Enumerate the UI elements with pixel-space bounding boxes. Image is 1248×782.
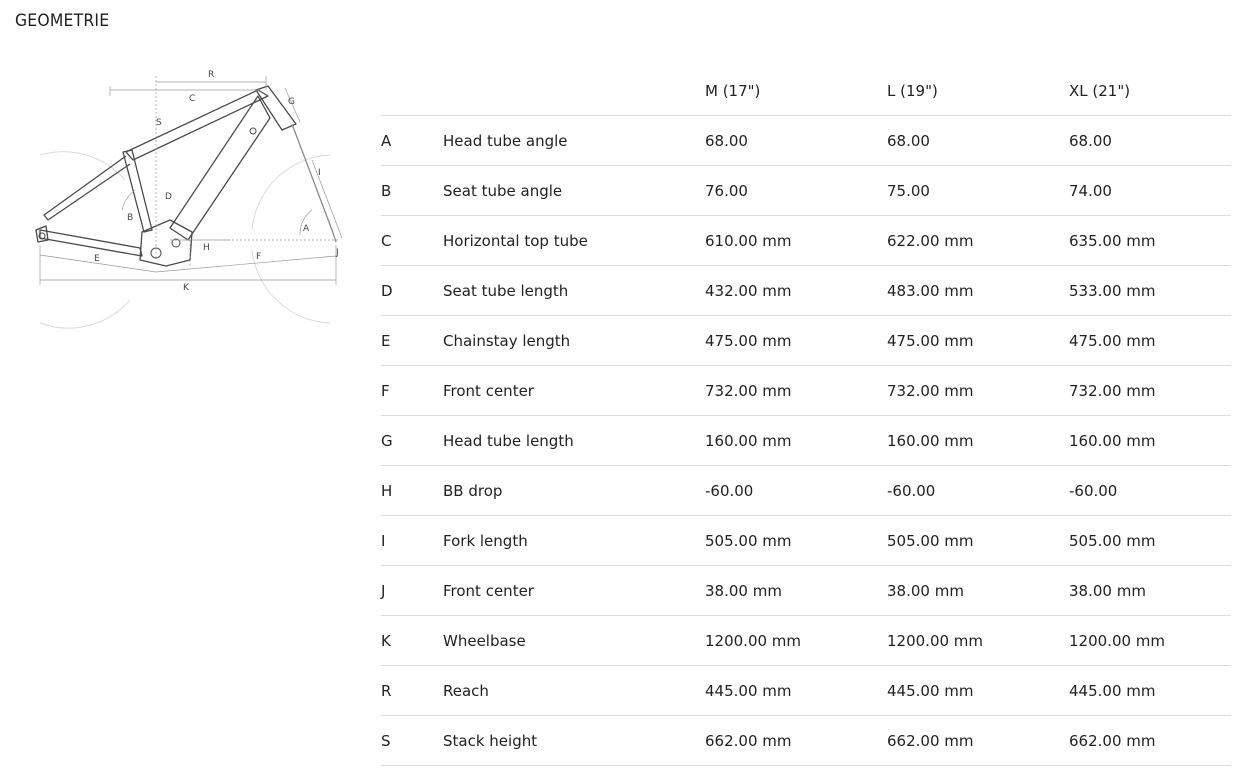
row-value-xl: 74.00: [1069, 166, 1231, 216]
row-value-m: 505.00 mm: [705, 516, 887, 566]
row-name: Seat tube angle: [443, 166, 705, 216]
table-row: [381, 666, 1231, 716]
table-row: [381, 616, 1231, 666]
table-row: [381, 266, 1231, 316]
row-value-xl: 475.00 mm: [1069, 316, 1231, 366]
diagram-label: C: [189, 94, 196, 104]
row-value-m: 38.00 mm: [705, 566, 887, 616]
row-letter: R: [381, 666, 443, 716]
row-name: Front center: [443, 566, 705, 616]
table-row: [381, 166, 1231, 216]
row-value-l: 445.00 mm: [887, 666, 1069, 716]
diagram-label: B: [127, 213, 134, 223]
table-row: [381, 716, 1231, 766]
row-value-xl: 38.00 mm: [1069, 566, 1231, 616]
header-size-m: M (17"): [705, 65, 887, 116]
table-row: [381, 366, 1231, 416]
row-name: Head tube angle: [443, 116, 705, 166]
front-wheel-outline: [252, 155, 330, 323]
row-value-xl: 1200.00 mm: [1069, 616, 1231, 666]
diagram-label: I: [318, 168, 321, 178]
row-value-xl: -60.00: [1069, 466, 1231, 516]
row-value-m: 732.00 mm: [705, 366, 887, 416]
row-value-l: 1200.00 mm: [887, 616, 1069, 666]
diagram-label: R: [208, 70, 215, 80]
row-letter: G: [381, 416, 443, 466]
page-title: GEOMETRIE: [15, 11, 110, 31]
row-letter: F: [381, 366, 443, 416]
row-value-xl: 505.00 mm: [1069, 516, 1231, 566]
row-value-l: 505.00 mm: [887, 516, 1069, 566]
row-name: Reach: [443, 666, 705, 716]
diagram-label: H: [203, 243, 210, 253]
row-letter: I: [381, 516, 443, 566]
diagram-label: E: [94, 254, 100, 264]
row-value-m: 610.00 mm: [705, 216, 887, 266]
header-size-l: L (19"): [887, 65, 1069, 116]
row-letter: D: [381, 266, 443, 316]
bike-frame: [36, 86, 336, 266]
row-value-xl: 732.00 mm: [1069, 366, 1231, 416]
table-row: [381, 516, 1231, 566]
row-value-m: -60.00: [705, 466, 887, 516]
row-value-m: 445.00 mm: [705, 666, 887, 716]
row-value-m: 68.00: [705, 116, 887, 166]
diagram-label: J: [336, 248, 339, 258]
row-value-l: 75.00: [887, 166, 1069, 216]
row-value-xl: 445.00 mm: [1069, 666, 1231, 716]
header-size-xl: XL (21"): [1069, 65, 1231, 116]
row-name: Chainstay length: [443, 316, 705, 366]
row-letter: S: [381, 716, 443, 766]
row-name: Head tube length: [443, 416, 705, 466]
table-row: [381, 216, 1231, 266]
geometry-table: [381, 65, 1231, 766]
row-value-l: 622.00 mm: [887, 216, 1069, 266]
header-letter: [381, 65, 443, 116]
row-value-l: 732.00 mm: [887, 366, 1069, 416]
row-value-l: 160.00 mm: [887, 416, 1069, 466]
row-value-l: 662.00 mm: [887, 716, 1069, 766]
row-name: BB drop: [443, 466, 705, 516]
row-name: Horizontal top tube: [443, 216, 705, 266]
diagram-label: G: [288, 97, 295, 107]
row-letter: H: [381, 466, 443, 516]
diagram-label: S: [156, 118, 162, 128]
table-row: [381, 416, 1231, 466]
row-value-m: 475.00 mm: [705, 316, 887, 366]
header-name: [443, 65, 705, 116]
diagram-label: D: [165, 192, 172, 202]
row-name: Stack height: [443, 716, 705, 766]
table-row: [381, 116, 1231, 166]
row-name: Wheelbase: [443, 616, 705, 666]
row-value-l: 68.00: [887, 116, 1069, 166]
row-value-l: 483.00 mm: [887, 266, 1069, 316]
diagram-label: A: [303, 224, 310, 234]
row-value-l: 475.00 mm: [887, 316, 1069, 366]
table-row: [381, 466, 1231, 516]
row-letter: E: [381, 316, 443, 366]
bike-geometry-diagram: [30, 60, 360, 330]
row-value-m: 76.00: [705, 166, 887, 216]
row-value-l: -60.00: [887, 466, 1069, 516]
table-row: [381, 316, 1231, 366]
row-value-xl: 662.00 mm: [1069, 716, 1231, 766]
table-row: [381, 566, 1231, 616]
row-name: Fork length: [443, 516, 705, 566]
row-value-xl: 635.00 mm: [1069, 216, 1231, 266]
row-name: Seat tube length: [443, 266, 705, 316]
row-letter: J: [381, 566, 443, 616]
row-value-m: 432.00 mm: [705, 266, 887, 316]
row-value-xl: 160.00 mm: [1069, 416, 1231, 466]
row-value-m: 662.00 mm: [705, 716, 887, 766]
row-letter: B: [381, 166, 443, 216]
row-value-xl: 533.00 mm: [1069, 266, 1231, 316]
table-header-row: [381, 65, 1231, 116]
row-name: Front center: [443, 366, 705, 416]
row-value-m: 1200.00 mm: [705, 616, 887, 666]
diagram-label: K: [183, 283, 189, 293]
row-letter: K: [381, 616, 443, 666]
row-letter: C: [381, 216, 443, 266]
row-value-xl: 68.00: [1069, 116, 1231, 166]
row-value-l: 38.00 mm: [887, 566, 1069, 616]
diagram-label: F: [256, 252, 262, 262]
row-value-m: 160.00 mm: [705, 416, 887, 466]
row-letter: A: [381, 116, 443, 166]
